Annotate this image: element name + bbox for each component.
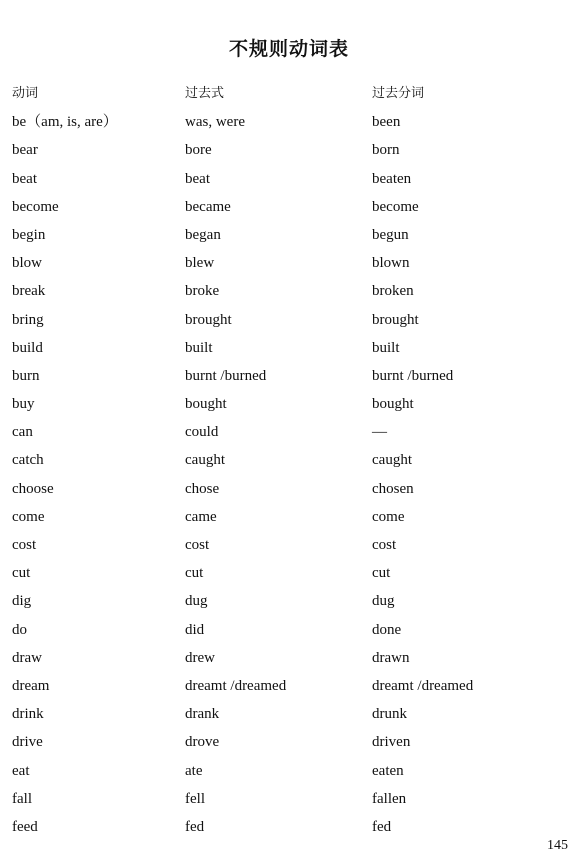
verb-cell: begin: [12, 226, 46, 243]
past-participle-cell: eaten: [372, 762, 404, 779]
verb-cell: buy: [12, 396, 35, 413]
past-participle-cell: fed: [372, 818, 392, 835]
verb-cell: burn: [12, 367, 40, 384]
table-row: [12, 704, 568, 732]
verb-cell: do: [12, 621, 27, 638]
table-row: [12, 450, 568, 478]
table-row: [12, 197, 568, 225]
table-row: [12, 563, 568, 591]
verb-cell: bear: [12, 142, 38, 159]
table-row: [12, 507, 568, 535]
past-tense-cell: bore: [185, 142, 212, 159]
table-row: [12, 535, 568, 563]
past-participle-cell: done: [372, 621, 402, 638]
table-row: [12, 366, 568, 394]
table-row: [12, 225, 568, 253]
past-tense-cell: fed: [185, 818, 205, 835]
past-tense-cell: drank: [185, 706, 220, 723]
verb-cell: draw: [12, 649, 42, 666]
table-row: [12, 648, 568, 676]
verb-cell: drink: [12, 706, 44, 723]
verb-cell: dream: [12, 677, 50, 694]
past-participle-cell: born: [372, 142, 400, 159]
table-row: [12, 281, 568, 309]
past-tense-cell: was, were: [185, 114, 245, 131]
past-tense-cell: began: [185, 226, 221, 243]
past-participle-cell: dug: [372, 593, 395, 610]
past-participle-cell: broken: [372, 283, 414, 300]
past-tense-cell: broke: [185, 283, 220, 300]
table-header-row: [12, 84, 568, 112]
past-tense-cell: cost: [185, 537, 210, 553]
past-tense-cell: burnt /burned: [185, 367, 267, 384]
table-row: [12, 676, 568, 704]
past-tense-cell: could: [185, 424, 219, 441]
past-participle-cell: dreamt /dreamed: [372, 677, 474, 694]
past-participle-cell: drunk: [372, 706, 407, 723]
verb-cell: beat: [12, 170, 37, 187]
header-past-participle: 过去分词: [372, 86, 425, 101]
table-row: [12, 620, 568, 648]
past-tense-cell: ate: [185, 762, 203, 779]
table-row: [12, 169, 568, 197]
table-row: [12, 253, 568, 281]
verb-cell: blow: [12, 255, 42, 272]
verb-cell: choose: [12, 480, 54, 497]
past-participle-cell: begun: [372, 226, 409, 243]
table-row: [12, 761, 568, 789]
past-tense-cell: became: [185, 198, 231, 215]
past-tense-cell: chose: [185, 480, 220, 497]
page-number: 145: [547, 838, 568, 853]
table-row: [12, 112, 568, 140]
past-participle-cell: blown: [372, 255, 410, 272]
table-row: [12, 310, 568, 338]
past-tense-cell: drove: [185, 734, 220, 751]
past-participle-cell: cut: [372, 565, 391, 582]
table-row: [12, 479, 568, 507]
past-tense-cell: drew: [185, 649, 215, 666]
table-row: [12, 817, 568, 845]
irregular-verbs-table: [12, 84, 568, 845]
past-tense-cell: fell: [185, 790, 205, 807]
verb-cell: feed: [12, 818, 38, 835]
verb-cell: dig: [12, 593, 32, 610]
verb-cell: come: [12, 508, 45, 525]
past-tense-cell: brought: [185, 311, 232, 328]
past-tense-cell: cut: [185, 565, 204, 582]
past-tense-cell: dreamt /dreamed: [185, 677, 287, 694]
past-tense-cell: built: [185, 339, 213, 356]
past-tense-cell: came: [185, 508, 217, 525]
past-participle-cell: beaten: [372, 170, 412, 187]
past-tense-cell: bought: [185, 396, 227, 413]
table-row: [12, 789, 568, 817]
table-row: [12, 140, 568, 168]
table-body: [12, 112, 568, 845]
verb-cell: cost: [12, 537, 37, 553]
past-participle-cell: caught: [372, 452, 412, 469]
page-title: 不规则动词表: [228, 38, 349, 60]
verb-cell: bring: [12, 311, 44, 328]
header-past-tense: 过去式: [185, 86, 225, 101]
past-tense-cell: did: [185, 621, 205, 638]
verb-cell: drive: [12, 734, 43, 751]
table-row: [12, 338, 568, 366]
table-row: [12, 394, 568, 422]
header-verb: 动词: [12, 86, 39, 101]
past-participle-cell: been: [372, 114, 401, 131]
past-tense-cell: caught: [185, 452, 225, 469]
table-row: [12, 732, 568, 760]
verb-cell: build: [12, 339, 43, 356]
past-participle-cell: chosen: [372, 480, 414, 497]
past-participle-cell: fallen: [372, 790, 407, 807]
past-participle-cell: driven: [372, 734, 411, 751]
past-participle-cell: —: [372, 424, 387, 441]
verb-cell: catch: [12, 452, 44, 469]
past-tense-cell: beat: [185, 170, 210, 187]
past-participle-cell: bought: [372, 396, 414, 413]
verb-cell: fall: [12, 790, 32, 807]
verb-cell: eat: [12, 762, 30, 779]
verb-cell: become: [12, 198, 59, 215]
past-participle-cell: burnt /burned: [372, 367, 454, 384]
past-participle-cell: drawn: [372, 649, 410, 666]
past-tense-cell: dug: [185, 593, 208, 610]
past-participle-cell: built: [372, 339, 400, 356]
verb-cell: cut: [12, 565, 31, 582]
verb-cell: be（am, is, are）: [12, 114, 118, 131]
verb-cell: can: [12, 424, 33, 441]
verb-cell: break: [12, 283, 46, 300]
past-participle-cell: come: [372, 508, 405, 525]
past-participle-cell: become: [372, 198, 419, 215]
table-row: [12, 422, 568, 450]
past-participle-cell: cost: [372, 537, 397, 553]
past-participle-cell: brought: [372, 311, 419, 328]
table-row: [12, 591, 568, 619]
past-tense-cell: blew: [185, 255, 215, 272]
